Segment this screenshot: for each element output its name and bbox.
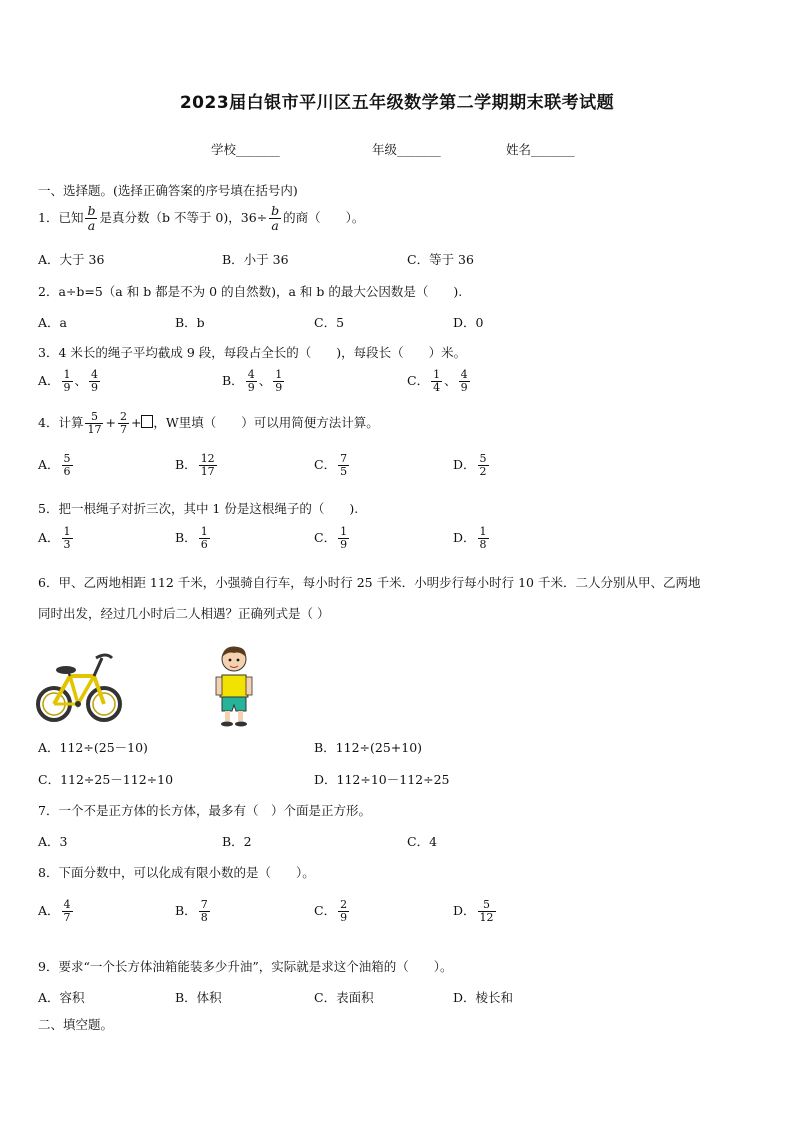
question-7: 7．一个不是正方体的长方体，最多有（ ）个面是正方形。 — [38, 803, 371, 818]
q6-option-a[interactable]: A．112÷(25－10) — [38, 740, 148, 755]
page-title: 2023届白银市平川区五年级数学第二学期期末联考试题 — [179, 93, 615, 113]
question-3: 3．4 米长的绳子平均截成 9 段，每段占全长的（ )，每段长（ ）米。 — [38, 345, 467, 360]
question-6-line1: 6．甲、乙两地相距 112 千米，小强骑自行车，每小时行 25 千米．小明步行每小时行 10 千米．二人分别从甲、乙两地 — [38, 575, 701, 590]
question-5: 5．把一根绳子对折三次，其中 1 份是这根绳子的（ ). — [38, 501, 359, 516]
q2-option-b[interactable]: B．b — [175, 315, 205, 330]
q1-option-a[interactable]: A．大于 36 — [38, 252, 105, 267]
q7-option-b[interactable]: B．2 — [222, 834, 252, 849]
q5-option-c[interactable]: C． $\frac{1}{9}$ — [314, 525, 348, 552]
school-field: 学校_______ — [211, 142, 280, 157]
q7-option-a[interactable]: A．3 — [38, 834, 68, 849]
fraction: $\frac{b}{a}$ — [271, 203, 280, 233]
q8-option-a[interactable]: A． $\frac{4}{7}$ — [38, 898, 71, 925]
q2-option-a[interactable]: A．a — [38, 315, 67, 330]
q3-option-a[interactable]: A． $\frac{1}{9}$ 、 $\frac{4}{9}$ — [38, 368, 99, 395]
q1-option-c[interactable]: C．等于 36 — [407, 252, 474, 267]
question-6-line2: 同时出发，经过几小时后二人相遇？正确列式是（ ） — [38, 606, 330, 621]
question-1: 1．已知 $\frac{b}{a}$ 是真分数（b 不等于 0)，36÷ $\frac{b}{a}$ 的商（ ）。 — [38, 203, 365, 233]
q9-option-d[interactable]: D．棱长和 — [453, 990, 514, 1005]
q1-option-b[interactable]: B．小于 36 — [222, 252, 289, 267]
q4-option-c[interactable]: C． $\frac{7}{5}$ — [314, 452, 348, 479]
q6-option-b[interactable]: B．112÷(25+10) — [314, 740, 423, 755]
q3-option-b[interactable]: B． $\frac{4}{9}$ 、 $\frac{1}{9}$ — [222, 368, 283, 395]
question-9: 9．要求“一个长方体油箱能装多少升油”，实际就是求这个油箱的（ ）。 — [38, 959, 453, 974]
q2-option-c[interactable]: C．5 — [314, 315, 345, 330]
q5-option-a[interactable]: A． $\frac{1}{3}$ — [38, 525, 71, 552]
q9-option-b[interactable]: B．体积 — [175, 990, 222, 1005]
q8-option-c[interactable]: C． $\frac{2}{9}$ — [314, 898, 348, 925]
section1-heading: 一、选择题。(选择正确答案的序号填在括号内) — [38, 183, 298, 198]
q5-option-d[interactable]: D． $\frac{1}{8}$ — [453, 525, 487, 552]
q9-option-c[interactable]: C．表面积 — [314, 990, 374, 1005]
section2-heading: 二、填空题。 — [38, 1017, 114, 1032]
question-2: 2．a÷b=5（a 和 b 都是不为 0 的自然数)，a 和 b 的最大公因数是（ ). — [38, 284, 463, 299]
q9-option-a[interactable]: A．容积 — [38, 990, 85, 1005]
q8-option-b[interactable]: B． $\frac{7}{8}$ — [175, 898, 208, 925]
q4-option-b[interactable]: B． $\frac{12}{17}$ — [175, 452, 215, 479]
q8-option-d[interactable]: D． $\frac{5}{12}$ — [453, 898, 494, 925]
q6-option-d[interactable]: D．112÷10－112÷25 — [314, 772, 450, 787]
grade-field: 年级_______ — [372, 142, 441, 157]
blank-box — [141, 415, 153, 428]
bicycle-illustration — [36, 650, 124, 726]
q7-option-c[interactable]: C．4 — [407, 834, 438, 849]
q3-option-c[interactable]: C． $\frac{1}{4}$ 、 $\frac{4}{9}$ — [407, 368, 468, 395]
question-4: 4．计算 $\frac{5}{17}$ + $\frac{2}{7}$ + ，W里填（ ）可以用简便方法计算。 — [38, 410, 379, 437]
name-field: 姓名_______ — [506, 142, 575, 157]
question-8: 8．下面分数中，可以化成有限小数的是（ ）。 — [38, 865, 315, 880]
q2-option-d[interactable]: D．0 — [453, 315, 484, 330]
q4-option-a[interactable]: A． $\frac{5}{6}$ — [38, 452, 71, 479]
q5-option-b[interactable]: B． $\frac{1}{6}$ — [175, 525, 208, 552]
fraction: $\frac{b}{a}$ — [87, 203, 96, 233]
q6-option-c[interactable]: C．112÷25－112÷10 — [38, 772, 174, 787]
q4-option-d[interactable]: D． $\frac{5}{2}$ — [453, 452, 487, 479]
boy-illustration — [212, 645, 256, 727]
